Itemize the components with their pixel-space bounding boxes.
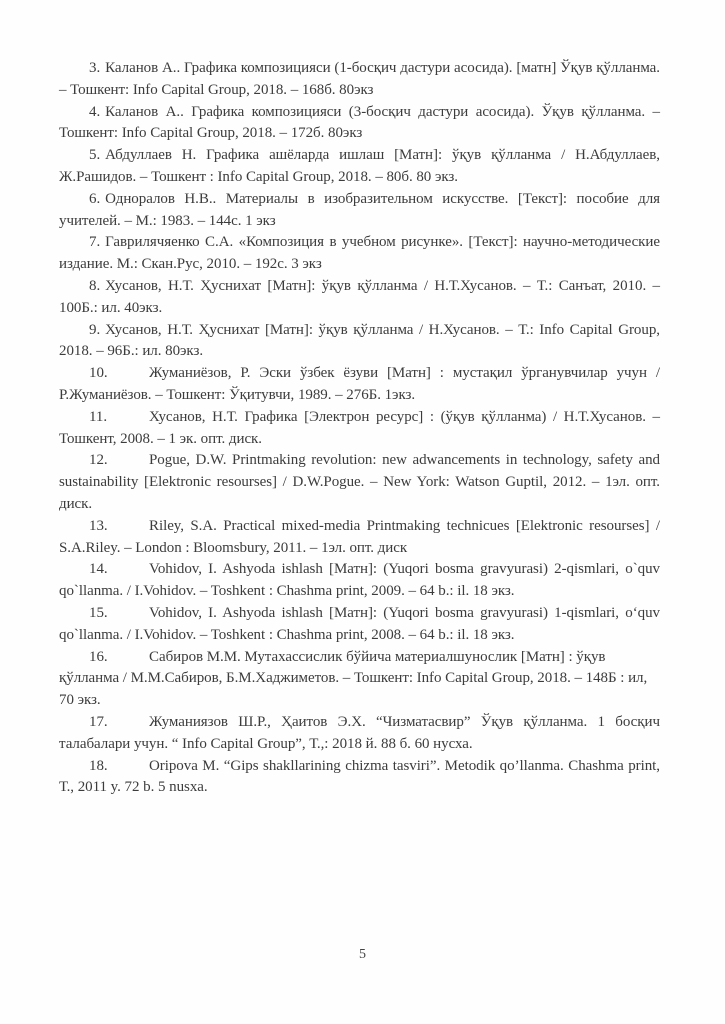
reference-text: Vohidov, I. Ashyoda ishlash [Матн]: (Yuqori bosma gravyurasi) 2-qismlari, o`quv qo`llanma. / I.Vohidov. – Toshkent : Chashma print, 2009. – 64 b.: il. 18 экз. [59,561,660,600]
reference-item [59,232,660,276]
reference-item [59,276,660,320]
reference-text: Riley, S.A. Practical mixed-media Printmaking technicues [Elektronic resourses] / S.A.Riley. – London : Bloomsbury, 2011. – 1эл. опт. диск [59,517,660,556]
reference-number: 12. [89,452,108,469]
reference-item [59,189,660,233]
reference-text: Хусанов, Н.Т. Ҳуснихат [Матн]: ўқув қўлланма / Н.Т.Хусанов. – Т.: Санъат, 2010. – 100Б.: ил. 40экз. [59,277,660,316]
reference-number: 10. [89,365,108,382]
reference-number: 18. [89,757,108,774]
reference-item [59,450,660,515]
reference-number: 3. [89,60,101,76]
reference-item [59,320,660,364]
reference-item [59,712,660,756]
reference-text: Гаврилячяенко С.А. «Композиция в учебном рисунке». [Текст]: научно-методические издание. М.: Скан.Рус, 2010. – 192с. 3 экз [59,234,660,273]
reference-item [59,559,660,603]
reference-number: 14. [89,561,108,578]
reference-text: Oripova M. “Gips shakllarining chizma tasviri”. Metodik qo’llanma. Chashma print, Т., 2011 y. 72 b. 5 nusxa. [59,757,660,796]
reference-text: Абдуллаев Н. Графика ашёларда ишлаш [Матн]: ўқув қўлланма / Н.Абдуллаев, Ж.Рашидов. – Тошкент : Info Capital Group, 2018. – 80б. 80 экз. [59,147,660,185]
reference-text: Жуманиёзов, Р. Эски ўзбек ёзуви [Матн] : мустақил ўрганувчилар учун / Р.Жуманиёзов. – Тошкент: Ўқитувчи, 1989. – 276Б. 1экз. [59,365,660,403]
reference-item [59,407,660,451]
reference-text: Одноралов Н.В.. Материалы в изобразительном искусстве. [Текст]: пособие для учителей. – М.: 1983. – 144с. 1 экз [59,190,660,229]
reference-number: 7. [89,234,101,251]
reference-number: 6. [89,190,101,207]
reference-text: Каланов А.. Графика композицияси (3-босқич дастури асосида). Ўқув қўлланма. – Тошкент: Info Capital Group, 2018. – 172б. 80экз [59,103,660,142]
reference-item [59,102,660,146]
reference-text: Pogue, D.W. Printmaking revolution: new adwancements in technology, safety and sustainability [Elektronic resourses] / D.W.Pogue. – New York: Watson Guptil, 2012. – 1эл. опт. диск. [59,452,660,512]
reference-text: Сабиров М.М. Мутахассислик бўйича материалшунослик [Матн] : ўқув қўлланма / М.М.Сабиров, Б.М.Хаджиметов. – Тошкент: Info Capital Group, 2018. – 148Б : ил, 70 экз. [59,648,648,709]
reference-number: 4. [89,103,101,120]
reference-text: Хусанов, Н.Т. Ҳуснихат [Матн]: ўқув қўлланма / Н.Хусанов. – Т.: Info Capital Group, 2018. – 96Б.: ил. 80экз. [59,321,660,360]
reference-text: Хусанов, Н.Т. Графика [Электрон ресурс] : (ўқув қўлланма) / Н.Т.Хусанов. – Тошкент, 2008. – 1 эк. опт. диск. [59,408,660,447]
reference-number: 11. [89,408,108,425]
reference-number: 13. [89,517,108,534]
reference-number: 8. [89,277,101,294]
reference-number: 17. [89,713,108,730]
reference-number: 16. [89,648,108,665]
reference-item [59,756,660,800]
reference-item [59,58,660,102]
reference-text: Каланов А.. Графика композицияси (1-босқич дастури асосида). [матн] Ўқув қўлланма. – Тошкент: Info Capital Group, 2018. – 168б. 80экз [59,60,660,98]
reference-number: 9. [89,321,101,338]
reference-text: Vohidov, I. Ashyoda ishlash [Матн]: (Yuqori bosma gravyurasi) 1-qismlari, o‘quv qo`llanma. / I.Vohidov. – Toshkent : Chashma print, 2008. – 64 b.: il. 18 экз. [59,604,660,643]
reference-item [59,363,660,407]
reference-item [59,603,660,647]
reference-item [59,647,660,712]
reference-list [59,58,660,799]
reference-text: Жуманиязов Ш.Р., Ҳаитов Э.Х. “Чизматасвир” Ўқув қўлланма. 1 босқич талабалари учун. “ Info Capital Group”, Т.,: 2018 й. 88 б. 60 нусха. [59,713,660,752]
reference-number: 5. [89,147,101,164]
reference-item [59,516,660,560]
reference-item [59,145,660,189]
page-number: 5 [359,947,366,962]
reference-number: 15. [89,604,108,621]
